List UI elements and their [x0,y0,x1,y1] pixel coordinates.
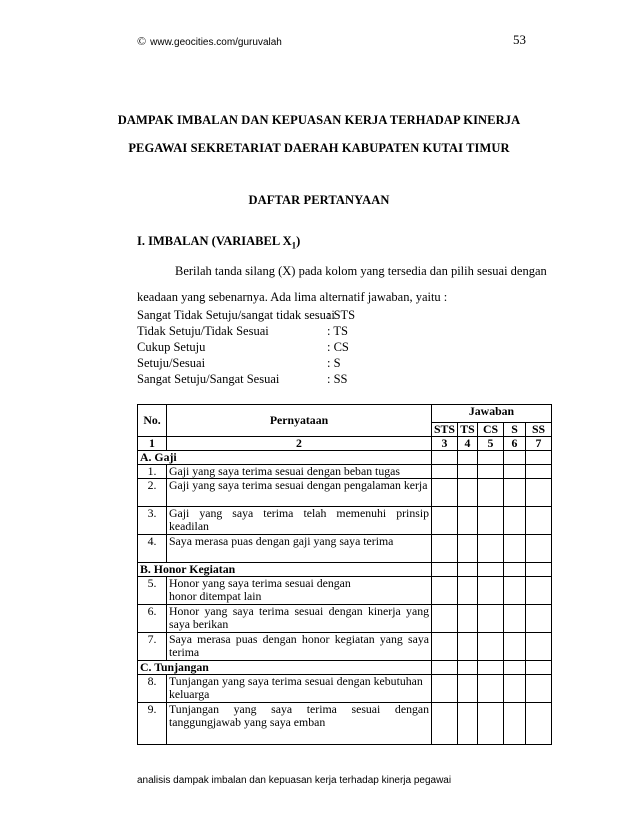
answer-cell-ts[interactable] [458,703,478,745]
row-number: 3. [138,507,167,535]
group-label-gaji: A. Gaji [138,451,432,465]
section-heading [137,234,300,251]
column-header-answer: Jawaban [432,405,552,423]
row-number: 9. [138,703,167,745]
answer-cell [526,451,552,465]
table-row [138,675,552,703]
answer-cell-ss[interactable] [526,633,552,661]
row-number: 6. [138,605,167,633]
section-subscript: 1 [291,240,297,251]
answer-cell [478,451,504,465]
answer-cell-ts[interactable] [458,605,478,633]
table-row [138,479,552,507]
statement-text: Tunjangan yang saya terima sesuai dengan tanggungjawab yang saya emban [167,703,432,745]
answer-code-ts: TS [458,423,478,437]
answer-cell-ss[interactable] [526,605,552,633]
answer-cell [526,661,552,675]
answer-cell-sts[interactable] [432,465,458,479]
answer-code-ss: SS [526,423,552,437]
group-label-honor: B. Honor Kegiatan [138,563,432,577]
legend-code: : TS [327,324,348,338]
questionnaire-heading: DAFTAR PERTANYAAN [248,193,390,207]
index-cell: 4 [458,437,478,451]
statement-text: Gaji yang saya terima sesuai dengan beban tugas [167,465,432,479]
answer-cell-cs[interactable] [478,507,504,535]
table-row [138,703,552,745]
table-row [138,605,552,633]
answer-cell-cs[interactable] [478,577,504,605]
answer-cell [478,563,504,577]
page-number: 53 [513,32,526,47]
answer-cell-s[interactable] [504,675,526,703]
table-row [138,535,552,563]
answer-cell-s[interactable] [504,465,526,479]
answer-cell-cs[interactable] [478,633,504,661]
answer-cell [504,563,526,577]
header-site-link[interactable]: www.geocities.com/guruvalah [150,37,282,48]
legend-item [137,372,348,387]
row-number: 4. [138,535,167,563]
index-cell: 6 [504,437,526,451]
statement-text: Saya merasa puas dengan gaji yang saya terima [167,535,432,563]
statement-text: Saya merasa puas dengan honor kegiatan yang saya terima [167,633,432,661]
group-label-tunjangan: C. Tunjangan [138,661,432,675]
answer-code-sts: STS [432,423,458,437]
legend-label: Sangat Tidak Setuju/sangat tidak sesuai [137,308,335,322]
section-label: I. IMBALAN (VARIABEL X [137,234,292,248]
table-header-row [138,405,552,423]
answer-cell-sts[interactable] [432,703,458,745]
answer-cell-ss[interactable] [526,507,552,535]
answer-cell-s[interactable] [504,577,526,605]
table-row [138,577,552,605]
answer-cell-cs[interactable] [478,703,504,745]
answer-cell-ss[interactable] [526,535,552,563]
answer-cell [526,563,552,577]
answer-cell [432,451,458,465]
answer-cell-ts[interactable] [458,465,478,479]
answer-cell-ts[interactable] [458,535,478,563]
row-number: 1. [138,465,167,479]
instruction-line-2: keadaan yang sebenarnya. Ada lima alternatif jawaban, yaitu : [137,290,448,304]
answer-cell-s[interactable] [504,507,526,535]
legend-label: Tidak Setuju/Tidak Sesuai [137,324,269,338]
answer-cell [458,563,478,577]
statement-text: Gaji yang saya terima sesuai dengan pengalaman kerja [167,479,432,507]
answer-cell-cs[interactable] [478,465,504,479]
group-row [138,563,552,577]
index-cell: 5 [478,437,504,451]
column-header-statement: Pernyataan [167,405,432,437]
answer-cell-ts[interactable] [458,633,478,661]
instruction-line-1: Berilah tanda silang (X) pada kolom yang tersedia dan pilih sesuai dengan [175,264,547,278]
legend-item [137,356,341,371]
legend-label: Cukup Setuju [137,340,206,354]
legend-item [137,324,348,339]
index-cell: 3 [432,437,458,451]
answer-cell [458,451,478,465]
group-row [138,661,552,675]
answer-cell-sts[interactable] [432,479,458,507]
answer-cell-cs[interactable] [478,479,504,507]
answer-cell-ss[interactable] [526,577,552,605]
answer-cell-sts[interactable] [432,535,458,563]
answer-cell-ss[interactable] [526,465,552,479]
answer-cell-cs[interactable] [478,605,504,633]
legend-item [137,340,349,355]
answer-cell-s[interactable] [504,605,526,633]
page-header-source [137,34,282,49]
document-title-line-2: PEGAWAI SEKRETARIAT DAERAH KABUPATEN KUTAI TIMUR [128,141,510,155]
answer-cell [504,451,526,465]
answer-cell [504,661,526,675]
row-number: 5. [138,577,167,605]
page-footer: analisis dampak imbalan dan kepuasan kerja terhadap kinerja pegawai [137,775,452,786]
statement-text: Honor yang saya terima sesuai dengan honor ditempat lain [167,577,432,605]
row-number: 7. [138,633,167,661]
table-row [138,507,552,535]
legend-item [137,308,356,323]
answer-cell [458,661,478,675]
row-number: 2. [138,479,167,507]
group-row [138,451,552,465]
copyright-symbol: © [137,34,147,48]
document-title-line-1: DAMPAK IMBALAN DAN KEPUASAN KERJA TERHADAP KINERJA [117,113,521,127]
answer-cell-sts[interactable] [432,605,458,633]
answer-code-cs: CS [478,423,504,437]
statement-text: Honor yang saya terima sesuai dengan kinerja yang saya berikan [167,605,432,633]
index-cell: 7 [526,437,552,451]
answer-cell-s[interactable] [504,633,526,661]
answer-cell-ts[interactable] [458,507,478,535]
answer-cell-s[interactable] [504,535,526,563]
answer-cell [432,563,458,577]
answer-code-s: S [504,423,526,437]
index-cell: 2 [167,437,432,451]
row-number: 8. [138,675,167,703]
index-cell: 1 [138,437,167,451]
answer-cell [478,661,504,675]
answer-cell-ss[interactable] [526,703,552,745]
legend-code: : CS [327,340,349,354]
questionnaire-table [137,404,552,745]
answer-cell [432,661,458,675]
answer-cell-ss[interactable] [526,479,552,507]
table-row [138,465,552,479]
answer-cell-ts[interactable] [458,479,478,507]
legend-code: : S [327,356,341,370]
answer-cell-s[interactable] [504,479,526,507]
column-header-no: No. [138,405,167,437]
statement-text: Gaji yang saya terima telah memenuhi prinsip keadilan [167,507,432,535]
answer-cell-ts[interactable] [458,577,478,605]
answer-cell-cs[interactable] [478,675,504,703]
answer-cell-sts[interactable] [432,507,458,535]
table-row [138,633,552,661]
column-index-row [138,437,552,451]
legend-label: Setuju/Sesuai [137,356,206,370]
answer-cell-sts[interactable] [432,633,458,661]
statement-text: Tunjangan yang saya terima sesuai dengan kebutuhan keluarga [167,675,432,703]
legend-code: : STS [327,308,356,322]
answer-cell-ts[interactable] [458,675,478,703]
section-close: ) [296,234,301,248]
legend-code: : SS [327,372,348,386]
answer-cell-sts[interactable] [432,675,458,703]
answer-cell-s[interactable] [504,703,526,745]
answer-cell-sts[interactable] [432,577,458,605]
answer-cell-ss[interactable] [526,675,552,703]
answer-cell-cs[interactable] [478,535,504,563]
legend-label: Sangat Setuju/Sangat Sesuai [137,372,280,386]
